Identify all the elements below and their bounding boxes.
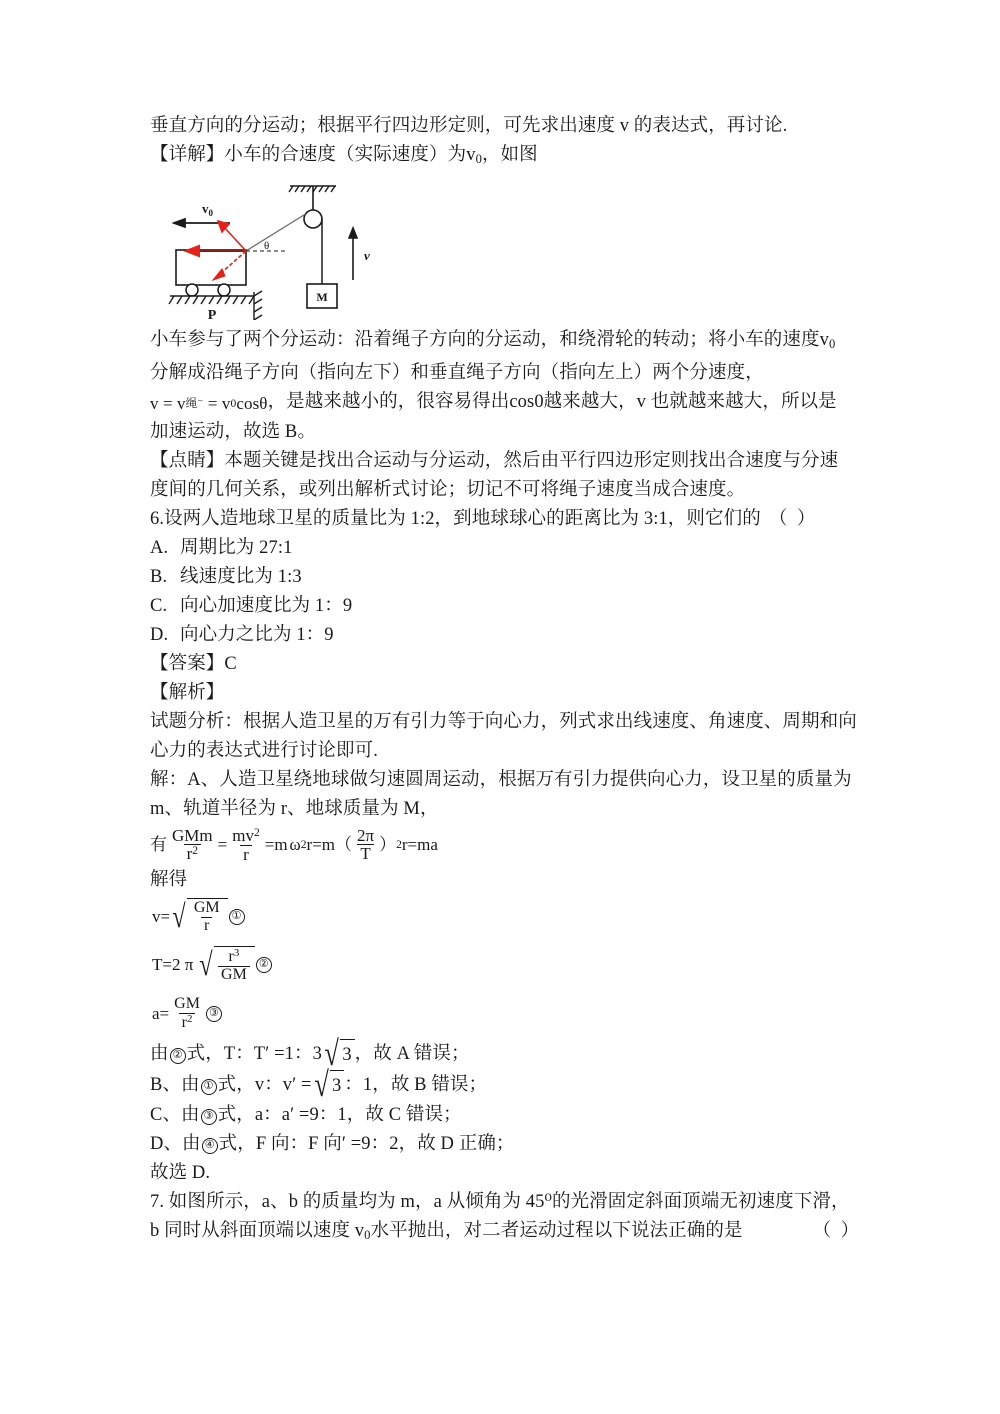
question-6-analysis-label: 【解析】 xyxy=(150,682,225,703)
frac-numerator-GM: GM xyxy=(193,899,220,917)
formula-tag-3: ③ xyxy=(206,1006,222,1022)
paragraph-decompose: 分解成沿绳子方向（指向左下）和垂直绳子方向（指向左上）两个分速度， xyxy=(150,363,764,384)
pulley-wheel xyxy=(304,210,322,228)
two-components-text: 小车参与了两个分运动：沿着绳子方向的分运动，和绕滑轮的转动；将小车的速度v xyxy=(150,330,829,351)
radical-sign: √ xyxy=(172,897,186,934)
two-components-subscript: 0 xyxy=(828,337,836,352)
frac-numerator-2pi: 2π xyxy=(357,825,375,845)
solve-label: 解得 xyxy=(150,870,188,891)
formula-eq1: = v xyxy=(158,393,186,413)
document-content xyxy=(150,112,860,1250)
velocity-v-label: v xyxy=(364,248,370,264)
velocity-v0-label: $v_0$ xyxy=(202,201,213,219)
den-r-2: r xyxy=(181,1014,187,1032)
answer-value: C xyxy=(224,653,237,674)
question-6-option-b[interactable] xyxy=(150,563,860,592)
question-7-line-1: 7. 如图所示，a、b 的质量均为 m，a 从倾角为 45⁰的光滑固定斜面顶端无初速度下滑， xyxy=(150,1191,850,1212)
formula-eq2: = v xyxy=(203,393,231,413)
detailed-answer-suffix: ，如图 xyxy=(481,145,538,165)
formula-zero-subscript: 0 xyxy=(230,396,237,410)
question-6-answer xyxy=(150,650,860,679)
hanging-mass-label: M xyxy=(316,290,328,305)
analysis-line-2: 心力的表达式进行讨论即可. xyxy=(150,740,378,761)
point-p-label: P xyxy=(207,308,217,321)
angle-theta-label: θ xyxy=(264,240,270,253)
formula-mark: ⁻ xyxy=(197,396,204,410)
question-7-text-b: 水平抛出，对二者运动过程以下说法正确的是 xyxy=(370,1220,743,1241)
question-7-v0-subscript: 0 xyxy=(364,1228,371,1243)
frac-2pi-over-T xyxy=(354,827,377,864)
conclusion-d-head: D、由 xyxy=(150,1133,201,1154)
question-6-option-a[interactable] xyxy=(150,534,860,563)
formula-orbital-velocity xyxy=(150,895,860,938)
question-7-text-a: b 同时从斜面顶端以速度 v xyxy=(150,1220,365,1241)
figure-cart-pulley xyxy=(168,180,468,320)
conclusion-b-sqrt xyxy=(312,1065,345,1105)
wall-support xyxy=(254,291,262,320)
frac-numerator-GMm: GMm xyxy=(172,825,213,845)
component-perpendicular-rope xyxy=(218,221,246,251)
question-6-option-d[interactable] xyxy=(150,621,860,650)
num-mv: mv xyxy=(232,825,254,845)
paragraph-vertical-component: 垂直方向的分运动；根据平行四边形定则，可先求出速度 v 的表达式，再讨论. xyxy=(150,116,788,136)
paragraph-key-point-2: 度间的几何关系，或列出解析式讨论；切记不可将绳子速度当成合速度。 xyxy=(150,479,746,500)
analysis-line-3: 解：A、人造卫星绕地球做匀速圆周运动，根据万有引力提供向心力，设卫星的质量为 xyxy=(150,769,852,790)
formula-paren-close: ） xyxy=(379,834,397,854)
sqrt-GM-over-r xyxy=(170,898,228,935)
conclusion-b-mid: 式，v：v′ = xyxy=(217,1074,312,1095)
detailed-answer-prefix: 【详解】小车的合速度（实际速度）为 xyxy=(150,145,467,165)
formula-a-lhs: a= xyxy=(152,1004,170,1024)
conclusion-c-tag: ③ xyxy=(201,1109,217,1125)
option-b-text: 线速度比为 1:3 xyxy=(180,566,302,587)
frac-numerator-mv2 xyxy=(229,827,263,845)
conclusion-a xyxy=(150,1034,860,1074)
option-b-letter: B. xyxy=(150,566,168,587)
frac-numerator-GM-2: GM xyxy=(174,995,200,1013)
question-6-option-c[interactable] xyxy=(150,592,860,621)
conclusion-d-mid: 式，F 向：F 向′ =9：2，故 D 正确； xyxy=(218,1133,515,1154)
cart-wheel-right xyxy=(218,284,230,296)
frac-mv2-over-r xyxy=(229,827,263,864)
conclusion-b-head: B、由 xyxy=(150,1074,200,1095)
formula-equals-2: =m xyxy=(264,834,288,854)
question-6-stem xyxy=(150,505,860,534)
paragraph-formula-vcos xyxy=(150,388,860,417)
analysis-line-4: m、轨道半径为 r、地球质量为 M， xyxy=(150,798,439,819)
frac-denominator-r: r xyxy=(201,917,212,935)
conclusion-c xyxy=(150,1101,860,1130)
formula-v-symbol: v xyxy=(150,393,159,413)
formula-tag-1: ① xyxy=(229,909,245,925)
question-6-answer-brackets: （ ） xyxy=(768,508,816,529)
option-c-letter: C. xyxy=(150,595,168,616)
frac-denominator-T: T xyxy=(357,844,373,863)
formula-T-lhs: T=2 π xyxy=(152,954,194,974)
den-r-exponent-2: 2 xyxy=(186,1013,193,1026)
conclusion-a-head: 由 xyxy=(150,1043,169,1064)
formula-omega: ω xyxy=(289,834,301,854)
frac-numerator-r3 xyxy=(226,948,243,966)
radical-sign-b: √ xyxy=(313,1065,329,1105)
formula-prefix: 有 xyxy=(150,834,167,854)
question-6-number: 6. xyxy=(150,508,165,529)
formula-centripetal-acceleration xyxy=(150,986,860,1034)
paragraph-key-point-1: 【点睛】本题关键是找出合运动与分运动，然后由平行四边形定则找出合速度与分速 xyxy=(150,450,839,471)
formula-cos-theta: cosθ xyxy=(236,393,268,413)
frac-r3-over-GM xyxy=(218,948,250,983)
conclusion-c-mid: 式，a：a′ =9：1，故 C 错误； xyxy=(217,1104,462,1125)
num-r: r xyxy=(228,947,234,965)
radical-body-2 xyxy=(214,946,255,983)
formula-r-equals-m: r=m xyxy=(306,834,336,854)
conclusion-b xyxy=(150,1065,860,1105)
option-a-text: 周期比为 27:1 xyxy=(180,537,293,558)
frac-denominator-r2 xyxy=(184,844,201,863)
paragraph-detailed-answer xyxy=(150,141,860,174)
frac-GM-over-r2 xyxy=(171,996,203,1031)
paragraph-accelerated-motion: 加速运动，故选 B。 xyxy=(150,421,316,442)
conclusion-b-tag: ① xyxy=(201,1079,217,1095)
formula-tag-2: ② xyxy=(256,957,272,973)
figure-svg xyxy=(168,180,468,320)
question-6-stem-text: 设两人造地球卫星的质量比为 1:2，到地球球心的距离比为 3:1，则它们的 xyxy=(164,508,761,529)
symbol-v-subscript: 0 xyxy=(475,152,482,167)
conclusion-d-tag: ④ xyxy=(202,1138,218,1154)
formula-paren-open: （ xyxy=(335,834,353,854)
analysis-line-1: 试题分析：根据人造卫星的万有引力等于向心力，列式求出线速度、角速度、周期和向 xyxy=(150,711,857,732)
conclusion-a-tag: ② xyxy=(170,1048,186,1064)
conclusion-a-tail: ，故 A 错误； xyxy=(354,1043,470,1064)
radical-body-b: 3 xyxy=(330,1070,344,1101)
formula-paren-exponent: 2 xyxy=(396,838,402,852)
formula-equals-1: = xyxy=(217,834,228,854)
answer-label: 【答案】 xyxy=(150,653,225,674)
formula-orbital-period xyxy=(150,938,860,986)
conclusion-c-head: C、由 xyxy=(150,1104,200,1125)
frac-GM-over-r xyxy=(191,900,223,935)
formula-newton-gravity xyxy=(150,824,860,867)
radical-body xyxy=(187,898,228,935)
num-mv-exponent: 2 xyxy=(253,825,260,839)
formula-v-rope-cos xyxy=(150,389,268,418)
frac-GMm-over-r2 xyxy=(169,827,216,864)
formula-omega-exponent: 2 xyxy=(300,838,307,852)
conclusion-a-mid: 式，T：T′ =1：3 xyxy=(186,1043,322,1064)
den-r-exponent: 2 xyxy=(192,844,199,858)
radical-sign-a: √ xyxy=(324,1034,339,1074)
frac-denominator-GM: GM xyxy=(218,966,250,984)
conclusion-b-tail: ：1，故 B 错误； xyxy=(344,1074,488,1095)
option-d-text: 向心力之比为 1：9 xyxy=(180,624,334,645)
cart-body xyxy=(176,250,246,285)
formula-v-lhs: v= xyxy=(152,906,171,926)
frac-denominator-r2-2 xyxy=(179,1013,196,1032)
ground-surface xyxy=(169,296,254,304)
option-d-letter: D. xyxy=(150,624,169,645)
symbol-v: v xyxy=(466,145,476,165)
den-r: r xyxy=(186,844,193,864)
frac-denominator-r: r xyxy=(240,845,252,864)
option-a-letter: A. xyxy=(150,537,169,558)
question-7-line-2 xyxy=(150,1217,860,1250)
rope-to-cart xyxy=(246,214,306,251)
formula-rope-subscript: 绳 xyxy=(185,396,198,410)
velocity-v-arrow xyxy=(349,228,357,280)
final-answer-line: 故选 D. xyxy=(150,1162,211,1183)
cart-wheel-left xyxy=(186,284,198,296)
sqrt-r3-over-GM xyxy=(197,946,255,983)
num-r-exponent: 3 xyxy=(233,947,240,959)
formula-line-tail: ，是越来越小的，很容易得出cos0越来越大，v 也就越来越大，所以是 xyxy=(267,392,837,413)
question-7-answer-brackets: （ ） xyxy=(812,1220,860,1241)
conclusion-d xyxy=(150,1130,860,1159)
option-c-text: 向心加速度比为 1：9 xyxy=(180,595,353,616)
formula-tail-rma: r=ma xyxy=(401,834,438,854)
paragraph-two-components xyxy=(150,326,860,359)
radical-sign-2: √ xyxy=(199,945,213,982)
radical-body-a: 3 xyxy=(340,1039,354,1070)
